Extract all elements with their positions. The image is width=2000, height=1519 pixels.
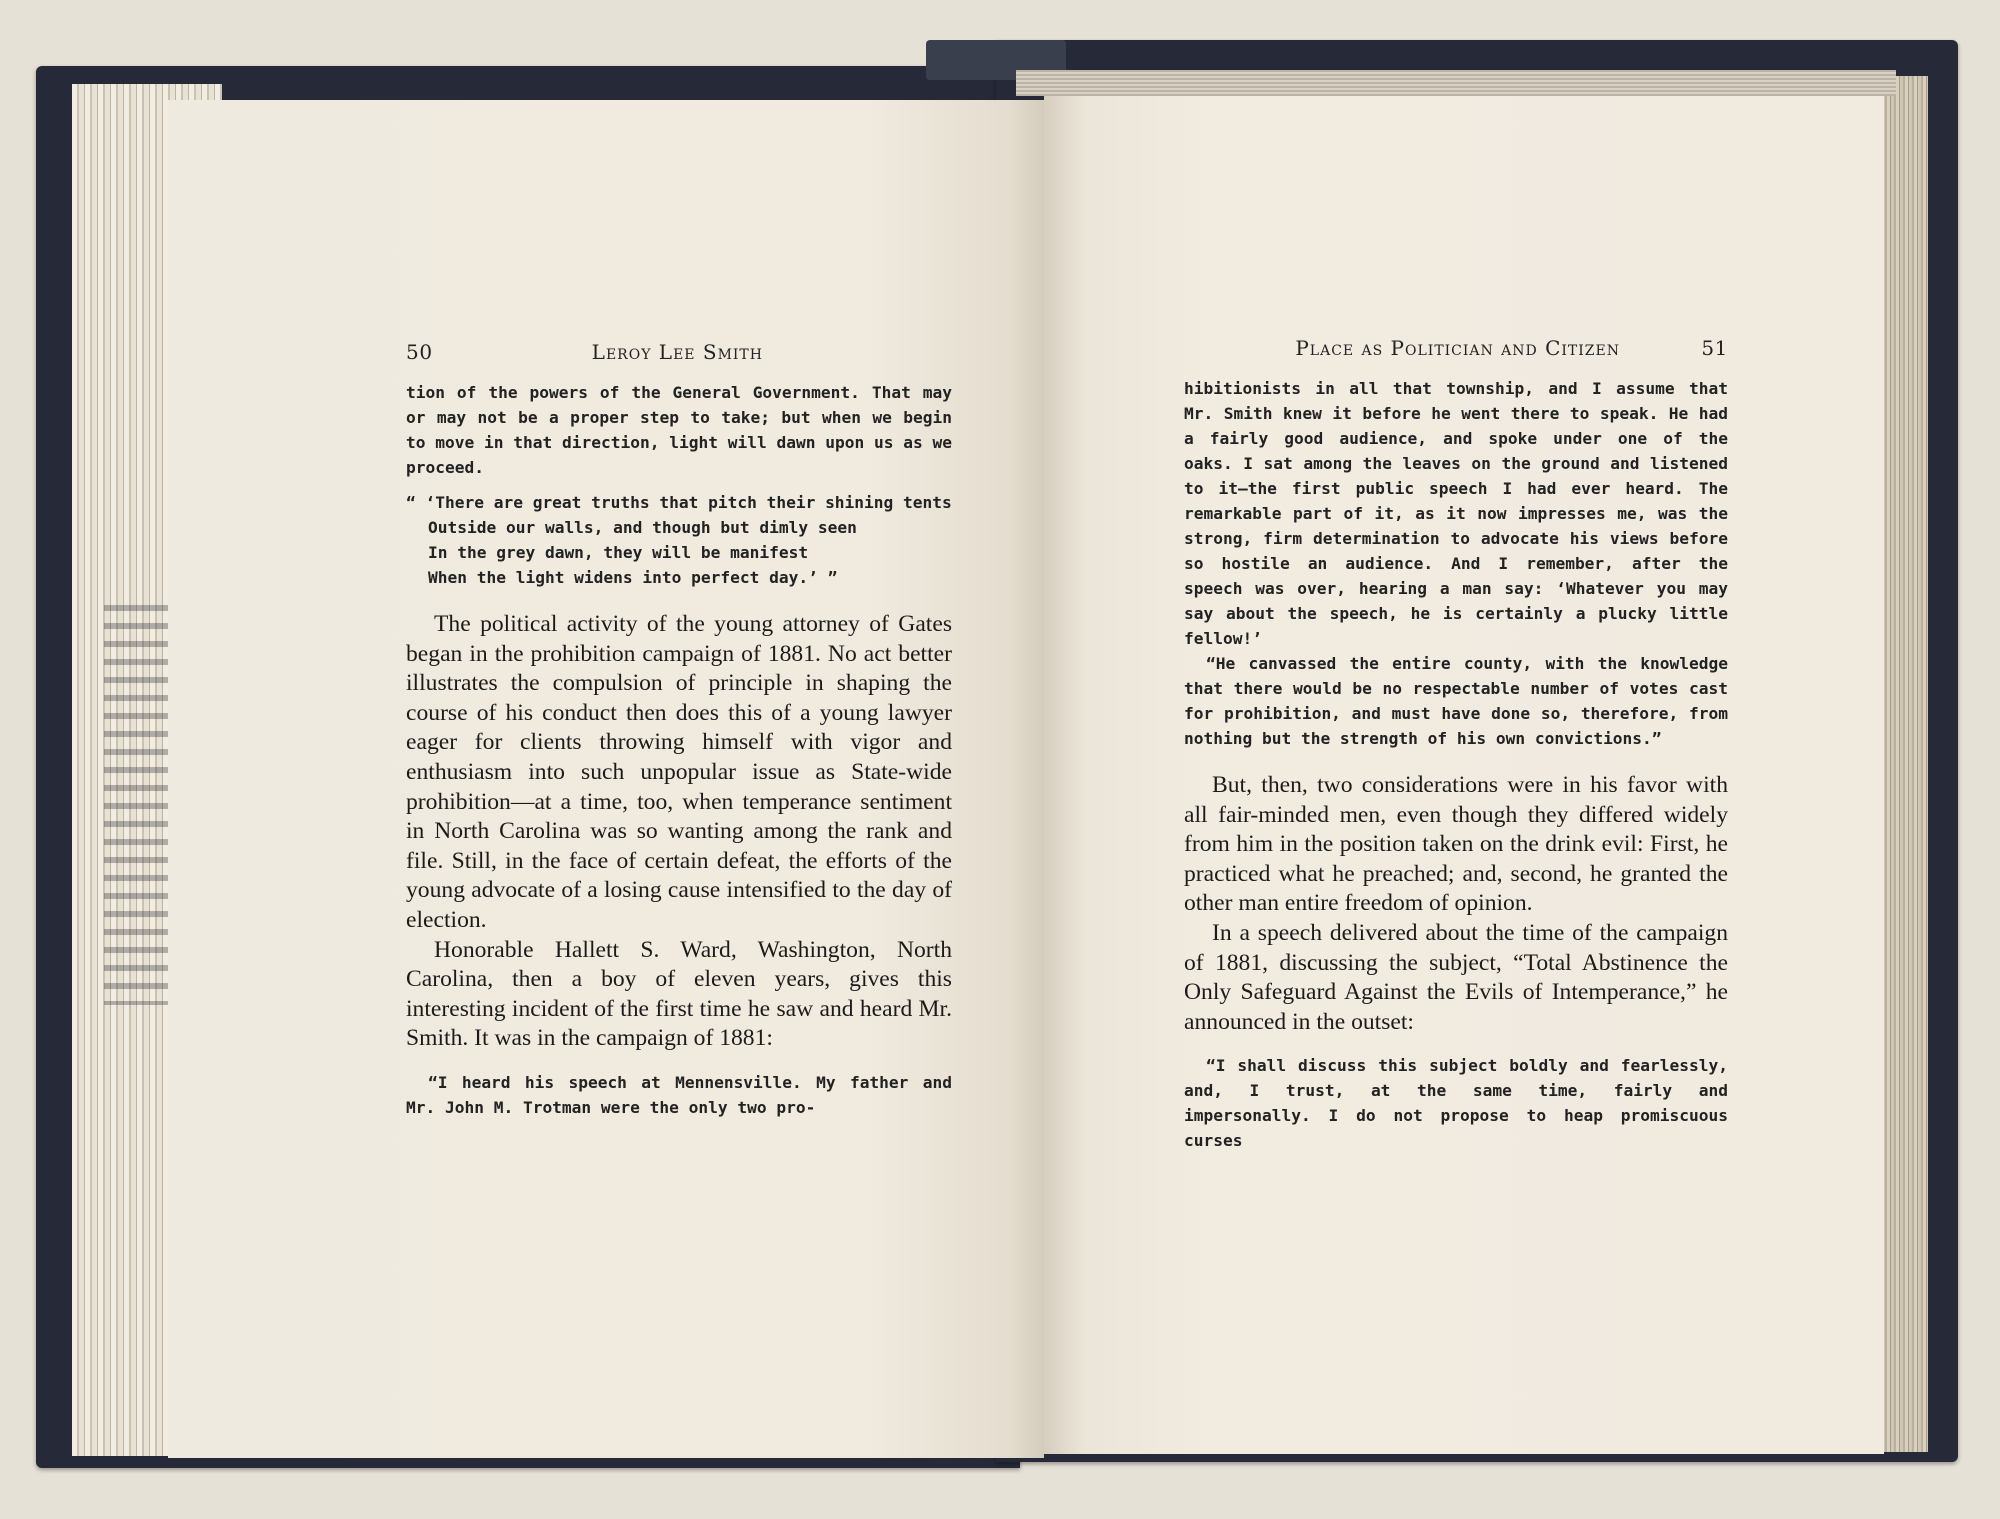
quote-paragraph: “I heard his speech at Mennensville. My father and Mr. John M. Trotman were the only two pro-	[406, 1072, 952, 1117]
quote-paragraph: hibitionists in all that township, and I assume that Mr. Smith knew it before he went there to speak. He had a fairly good audience, and spoke under one of the oaks. I sat among the leaves on the ground and listened to it—the first public speech I had ever heard. The remarkable part of it, as it now impresses me, was the strong, firm determination to advocate his views before so hostile an audience. And I remember, after the speech was over, hearing a man say: ‘Whatever you may say about the speech, he is certainly a plucky little fellow!’	[1184, 379, 1728, 648]
quote-continuation: tion of the powers of the General Government. That may or may not be a proper step to take; but when we begin to move in that direction, light will dawn upon us as we proceed.	[406, 383, 952, 477]
body-paragraph: But, then, two considerations were in his favor with all fair-minded men, even though they differed widely from him in the position taken on the drink evil: First, he practiced what he preached; and, second, he granted the other man entire freedom of opinion.	[1184, 772, 1728, 917]
body-paragraph: In a speech delivered about the time of the campaign of 1881, discussing the subject, “Total Abstinence the Only Safeguard Against the Evils of Intemperance,” he announced in the outset:	[1184, 919, 1728, 1035]
right-running-head	[1184, 336, 1728, 360]
running-title: Place as Politician and Citizen	[1295, 336, 1620, 360]
right-page	[1044, 96, 1884, 1454]
left-page	[168, 100, 1044, 1458]
left-text-block	[406, 340, 952, 1120]
right-text-block	[1184, 336, 1728, 1153]
page-number: 51	[1701, 336, 1728, 360]
verse-quote	[406, 490, 952, 590]
verse-line: “ ‘There are great truths that pitch their shining tents	[406, 493, 952, 512]
left-running-head	[406, 340, 952, 364]
page-number: 50	[406, 340, 433, 364]
body-paragraph: The political activity of the young attorney of Gates began in the prohibition campaign of 1881. No act better illustrates the compulsion of principle in shaping the course of his conduct then does this of a young lawyer eager for clients throwing himself with vigor and enthusiasm into such unpopular issue as State-wide prohibition—at a time, too, when temperance sentiment in North Carolina was so wanting among the rank and file. Still, in the face of certain defeat, the efforts of the young advocate of a losing cause intensified to the day of election.	[406, 611, 952, 933]
body-paragraph: Honorable Hallett S. Ward, Washington, North Carolina, then a boy of eleven years, gives this interesting incident of the first time he saw and heard Mr. Smith. It was in the campaign of 1881:	[406, 936, 952, 1052]
verse-line: Outside our walls, and though but dimly seen	[428, 518, 857, 537]
open-book	[36, 40, 1958, 1468]
page-edges-top	[1016, 70, 1896, 96]
verse-line: In the grey dawn, they will be manifest	[428, 543, 809, 562]
running-title: Leroy Lee Smith	[591, 340, 763, 364]
quote-paragraph: “I shall discuss this subject boldly and fearlessly, and, I trust, at the same time, fairly and impersonally. I do not propose to heap promiscuous curses	[1184, 1056, 1728, 1151]
verse-line: When the light widens into perfect day.’ ”	[428, 568, 838, 587]
quote-paragraph: “He canvassed the entire county, with the knowledge that there would be no respectable number of votes cast for prohibition, and must have done so, therefore, from nothing but the strength of his own convictions.”	[1184, 654, 1728, 748]
